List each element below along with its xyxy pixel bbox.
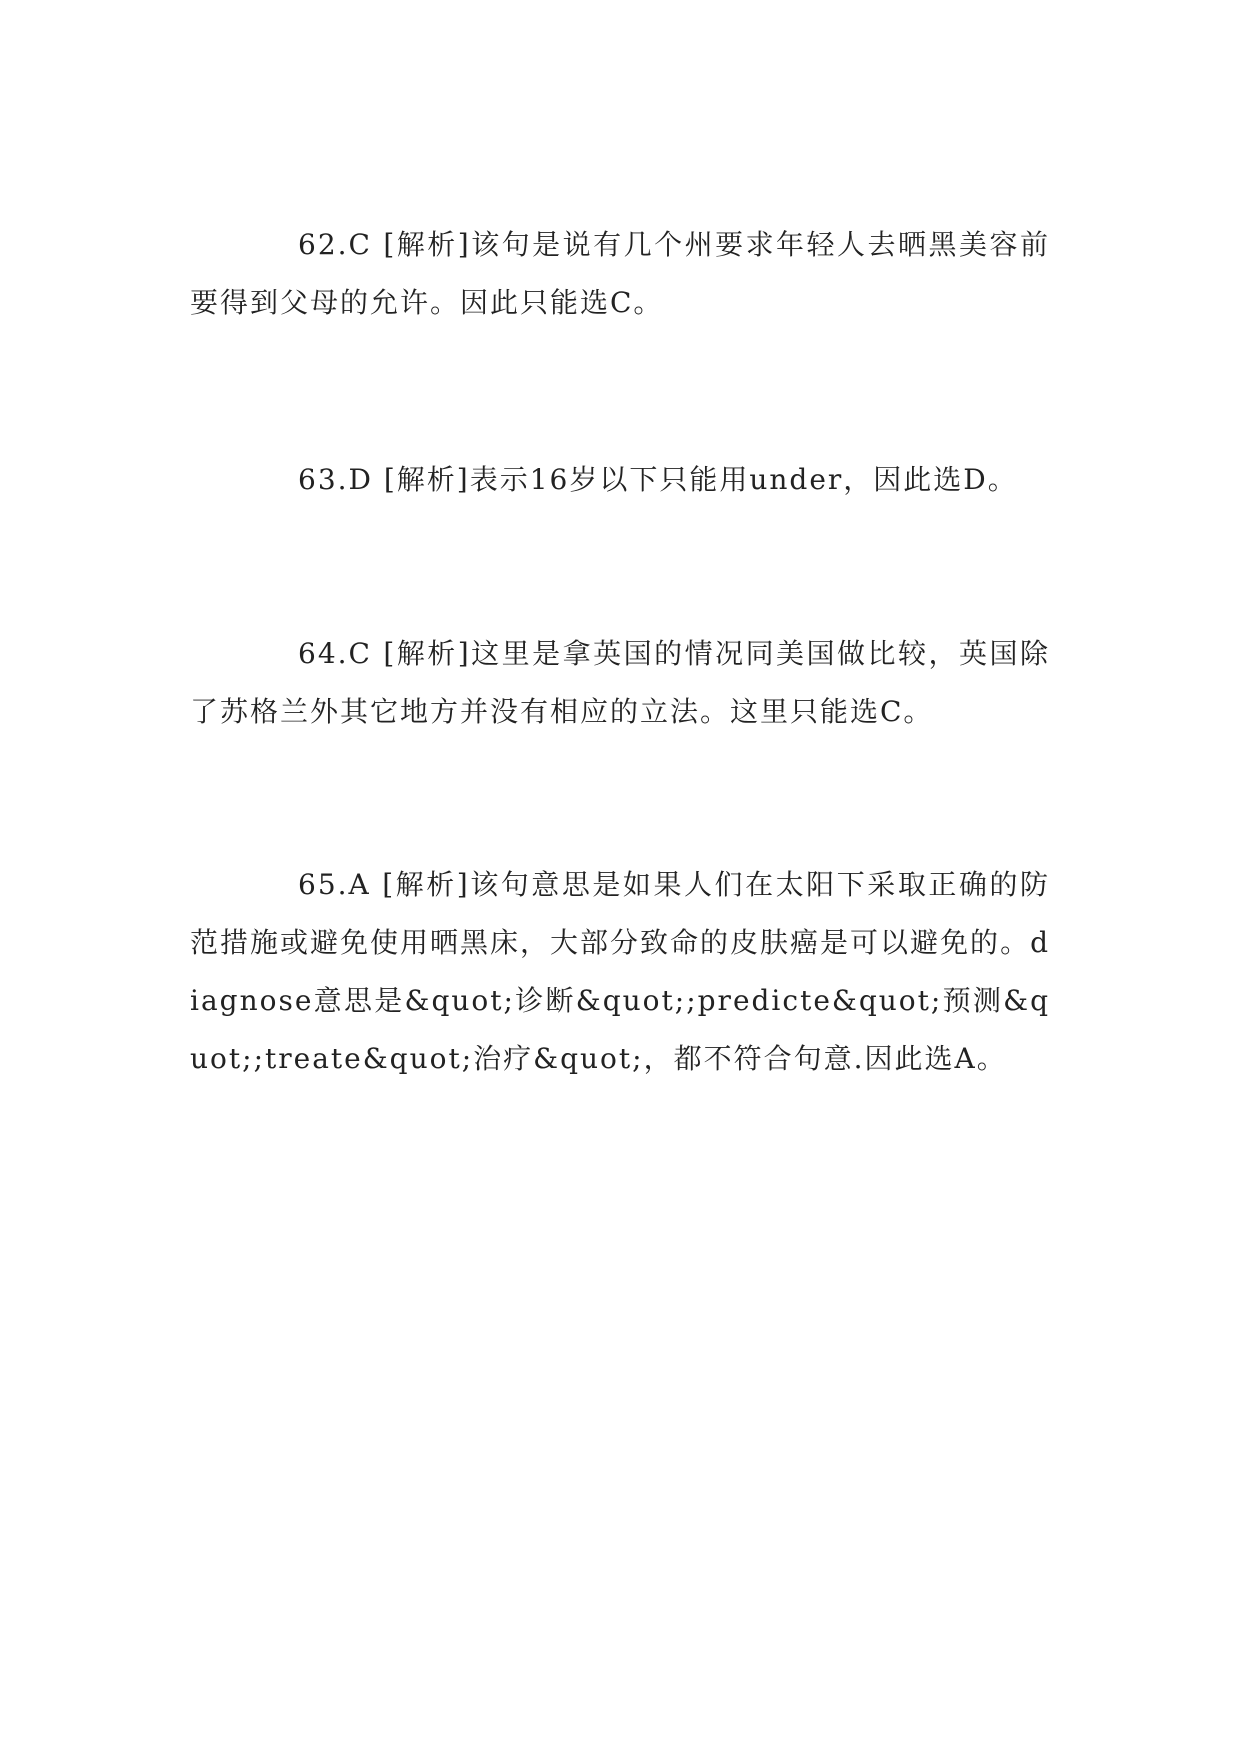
answer-explanation-63: 63.D [解析]表示16岁以下只能用under，因此选D。 — [298, 463, 1018, 496]
answer-explanation-65: 65.A [解析]该句意思是如果人们在太阳下采取正确的防范措施或避免使用晒黑床，大部分致命的皮肤癌是可以避免的。diagnose意思是&quot;诊断&quot;;predicte&quot;预测&quot;;treate&quot;治疗&quot;，都不符合句意.因此选A。 — [190, 868, 1050, 1075]
answer-explanation-64: 64.C [解析]这里是拿英国的情况同美国做比较，英国除了苏格兰外其它地方并没有相应的立法。这里只能选C。 — [190, 637, 1050, 728]
answer-explanation-62: 62.C [解析]该句是说有几个州要求年轻人去晒黑美容前要得到父母的允许。因此只能选C。 — [190, 228, 1050, 319]
